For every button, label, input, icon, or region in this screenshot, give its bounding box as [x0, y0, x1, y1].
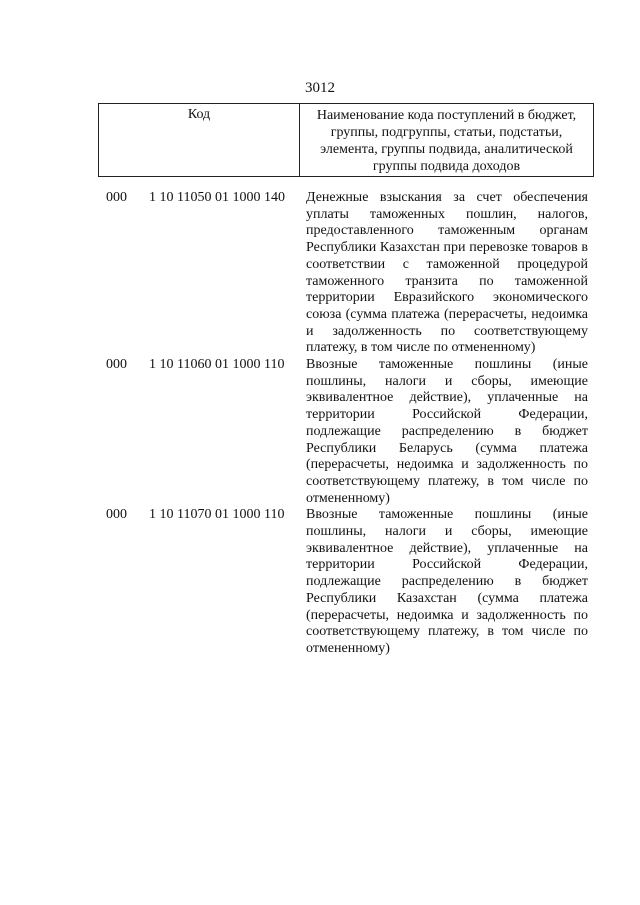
header-name-column: Наименование кода поступлений в бюджет, группы, подгруппы, статьи, подстатьи, элемента, группы подвида, аналитической группы подвида доходов: [300, 104, 594, 177]
income-description: Денежные взыскания за счет обеспечения уплаты таможенных пошлин, налогов, предоставленного таможенным органам Республики Казахстан при перевозке товаров в соответствии с таможенной процедурой таможенного транзита по таможенной территории Евразийского экономического союза (сумма платежа (перерасчеты, недоимка и задолженность по соответствующему платежу, в том числе по отмененному): [306, 190, 588, 356]
income-description: Ввозные таможенные пошлины (иные пошлины, налоги и сборы, имеющие эквивалентное действие), уплаченные на территории Российской Федерации, подлежащие распределению в бюджет Республики Казахстан (сумма платежа (перерасчеты, недоимка и задолженность по соответствующему платежу, в том числе по отмененному): [306, 507, 588, 656]
header-code-column: Код: [99, 104, 300, 177]
income-code: 1 10 11050 01 1000 140: [149, 190, 285, 205]
table-row: [0, 357, 640, 507]
income-code: 1 10 11070 01 1000 110: [149, 507, 285, 523]
page-number: 3012: [305, 80, 335, 96]
table-header: [98, 103, 594, 177]
table-row: [0, 190, 640, 357]
income-codes-list: [0, 190, 640, 658]
table-row: [0, 507, 640, 657]
income-code: 1 10 11060 01 1000 110: [149, 357, 285, 373]
income-description: Ввозные таможенные пошлины (иные пошлины, налоги и сборы, имеющие эквивалентное действие), уплаченные на территории Российской Федерации, подлежащие распределению в бюджет Республики Беларусь (сумма платежа (перерасчеты, недоимка и задолженность по соответствующему платежу, в том числе по отмененному): [306, 357, 588, 506]
admin-code: 000: [106, 357, 127, 373]
admin-code: 000: [106, 507, 127, 523]
admin-code: 000: [106, 190, 127, 205]
